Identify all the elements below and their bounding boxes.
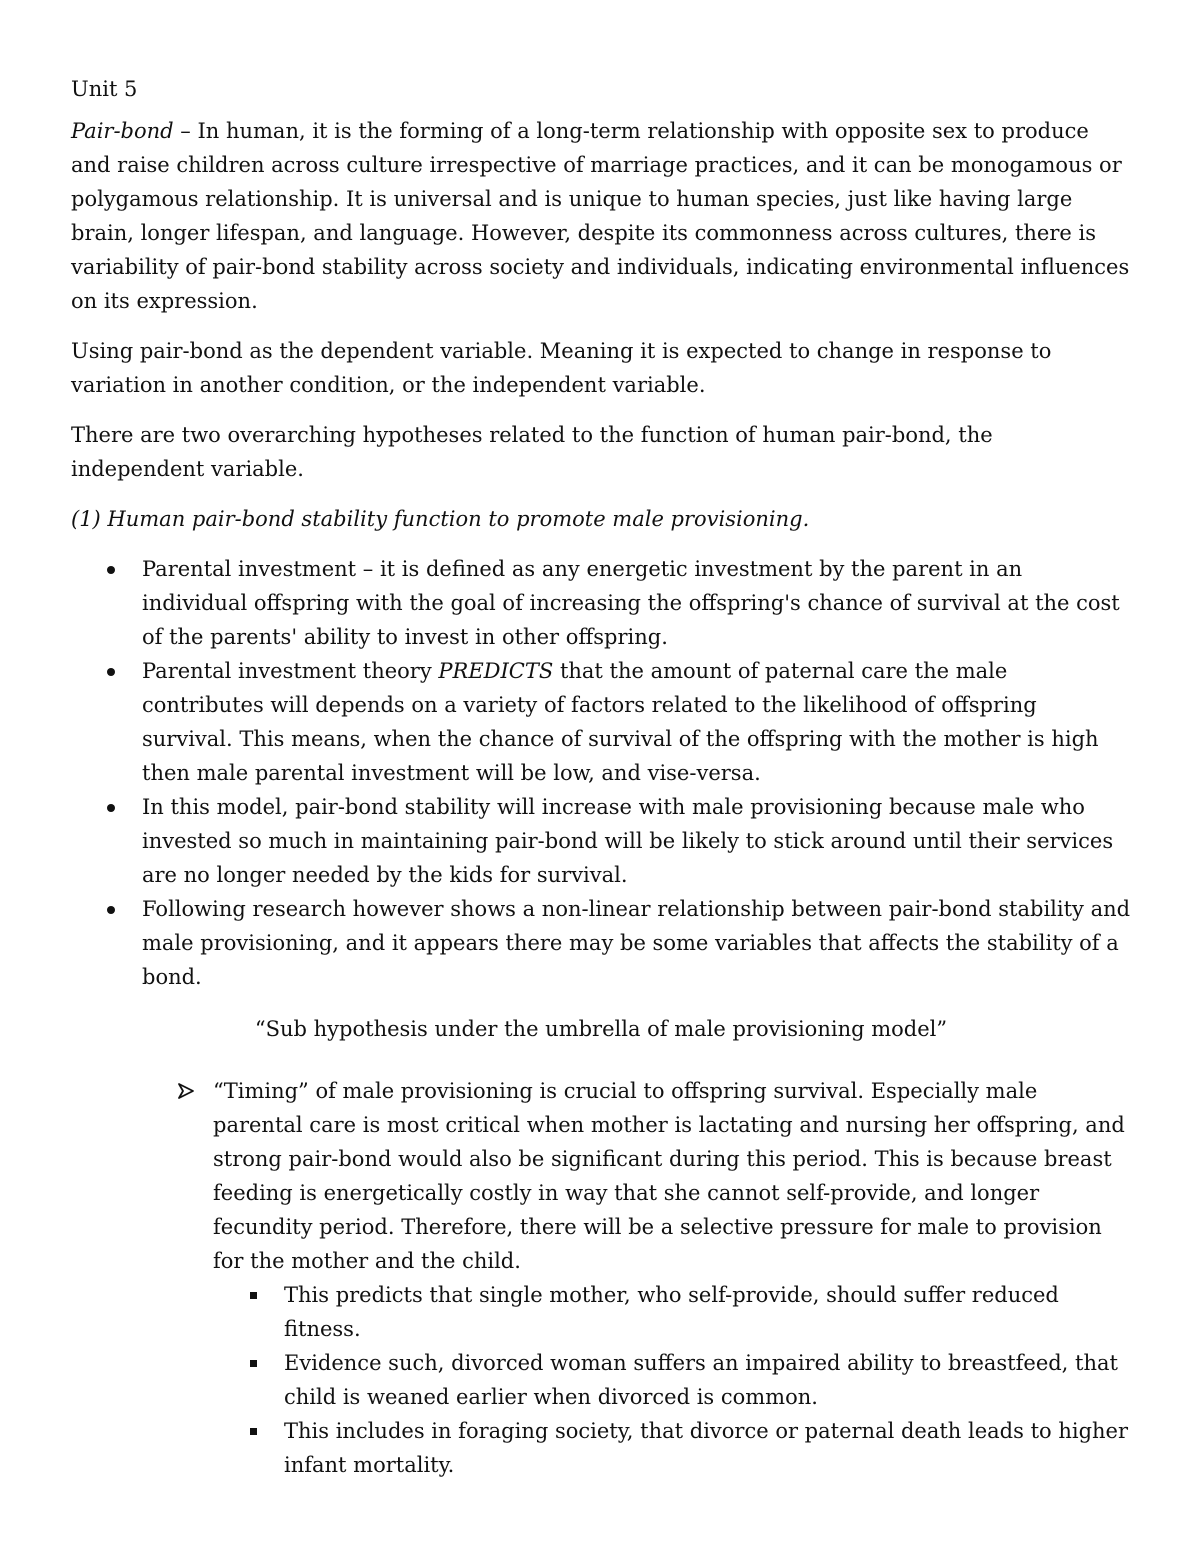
sub-point-text: This includes in foraging society, that divorce or paternal death leads to higher infant mortality.: [284, 1419, 1128, 1477]
document-page: [71, 72, 1131, 1482]
square-bullet-icon: [250, 1292, 257, 1299]
dependent-variable-paragraph: Using pair-bond as the dependent variable. Meaning it is expected to change in response to variation in another condition, or the independent variable.: [71, 339, 1052, 397]
square-bullet-icon: [250, 1428, 257, 1435]
list-item: [213, 1278, 1131, 1346]
bullet-text: In this model, pair-bond stability will increase with male provisioning because male who invested so much in maintaining pair-bond will be likely to stick around until their services are no longer needed by the kids for survival.: [142, 795, 1114, 887]
list-item: [213, 1346, 1131, 1414]
bullet-text: Parental investment – it is defined as any energetic investment by the parent in an individual offspring with the goal of increasing the offspring's chance of survival at the cost of the parents' ability to invest in other offspring.: [142, 557, 1120, 649]
arrow-list: [71, 1074, 1131, 1482]
sub-point-list: [213, 1278, 1131, 1482]
sub-point-text: Evidence such, divorced woman suffers an impaired ability to breastfeed, that child is weaned earlier when divorced is common.: [284, 1351, 1118, 1409]
bullet-icon: [107, 668, 115, 676]
bullet-text-part: that the amount of paternal care the male contributes will depends on a variety of factors related to the likelihood of offspring survival. This means, when the chance of survival of the offspring with the mother is high then male parental investment will be low, and vise-versa.: [142, 659, 1099, 785]
list-item: [71, 552, 1131, 654]
list-item: [71, 654, 1131, 790]
pair-bond-definition: [71, 114, 1131, 318]
bullet-emphasis: PREDICTS: [438, 659, 554, 683]
hypothesis-1-heading: (1) Human pair-bond stability function to promote male provisioning.: [71, 507, 810, 531]
bullet-icon: [107, 566, 115, 574]
unit-title: Unit 5: [71, 77, 138, 101]
square-bullet-icon: [250, 1360, 257, 1367]
list-item: [71, 892, 1131, 994]
definition-text: – In human, it is the forming of a long-term relationship with opposite sex to produce and raise children across culture irrespective of marriage practices, and it can be monogamous or polygamous relationship. It is universal and is unique to human species, just like having large brain, longer lifespan, and language. However, despite its commonness across cultures, there is variability of pair-bond stability across society and individuals, indicating environmental influences on its expression.: [71, 119, 1130, 313]
timing-point-text: “Timing” of male provisioning is crucial to offspring survival. Especially male parental care is most critical when mother is lactating and nursing her offspring, and strong pair-bond would also be significant during this period. This is because breast feeding is energetically costly in way that she cannot self-provide, and longer fecundity period. Therefore, there will be a selective pressure for male to provision for the mother and the child.: [213, 1079, 1125, 1273]
bullet-text: Following research however shows a non-linear relationship between pair-bond stability and male provisioning, and it appears there may be some variables that affects the stability of a bond.: [142, 897, 1131, 989]
list-item: [213, 1414, 1131, 1482]
arrow-bullet-icon: [177, 1082, 195, 1100]
list-item: [71, 1074, 1131, 1482]
bullet-icon: [107, 804, 115, 812]
sub-point-text: This predicts that single mother, who self-provide, should suffer reduced fitness.: [284, 1283, 1059, 1341]
list-item: [71, 790, 1131, 892]
bullet-list: [71, 552, 1131, 994]
bullet-icon: [107, 906, 115, 914]
hypotheses-intro-paragraph: There are two overarching hypotheses related to the function of human pair-bond, the independent variable.: [71, 423, 993, 481]
sub-hypothesis-heading: “Sub hypothesis under the umbrella of male provisioning model”: [254, 1017, 948, 1041]
definition-term: Pair-bond: [71, 119, 174, 143]
bullet-text-part: Parental investment theory: [142, 659, 439, 683]
